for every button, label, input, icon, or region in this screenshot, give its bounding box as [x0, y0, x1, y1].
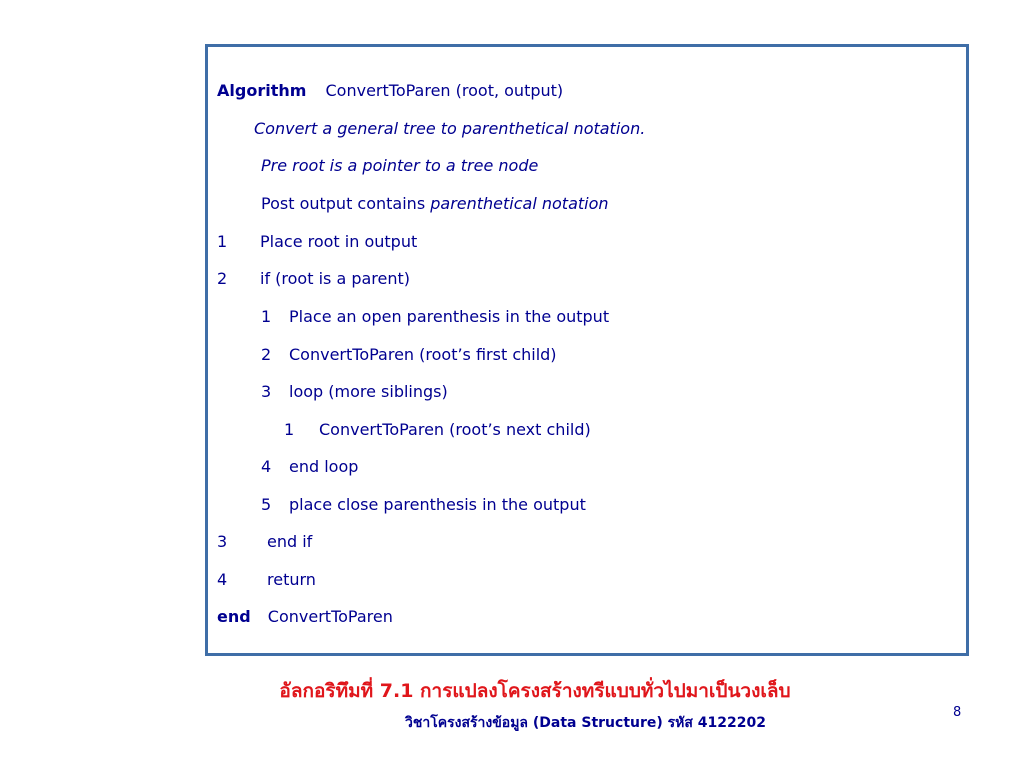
step-number: 3 [261, 382, 272, 401]
course-title: วิชาโครงสร้างข้อมูล (Data Structure) รหัส 4122202 [405, 715, 766, 731]
step-number: 1 [284, 420, 295, 439]
figure-caption: อัลกอริทึมที่ 7.1 การแปลงโครงสร้างทรีแบบทั่วไปมาเป็นวงเล็บ [279, 680, 791, 702]
step-text: end loop [289, 457, 359, 476]
step-text: place close parenthesis in the output [289, 495, 586, 514]
postcondition-italic: parenthetical notation [430, 194, 609, 213]
step-number: 1 [261, 307, 272, 326]
step-number: 1 [217, 232, 228, 251]
step-line [261, 495, 586, 515]
step-line [217, 232, 418, 252]
algorithm-footer [217, 607, 393, 627]
step-number: 3 [217, 532, 228, 551]
step-number: 2 [217, 269, 228, 288]
step-text: end if [267, 532, 313, 551]
step-text: ConvertToParen (root’s first child) [289, 345, 557, 364]
step-number: 4 [217, 570, 228, 589]
algorithm-description: Convert a general tree to parenthetical notation. [254, 119, 646, 138]
precondition: Pre root is a pointer to a tree node [261, 156, 539, 175]
step-line [261, 307, 610, 327]
algorithm-end-name: ConvertToParen [267, 607, 393, 626]
step-number: 2 [261, 345, 272, 364]
postcondition [261, 194, 609, 214]
page-number: 8 [953, 705, 962, 720]
step-line [284, 420, 591, 440]
step-text: return [267, 570, 316, 589]
step-line [261, 457, 359, 477]
step-line [217, 269, 411, 289]
step-text: Place root in output [260, 232, 418, 251]
step-line [261, 345, 557, 365]
postcondition-text: Post output contains [261, 194, 431, 213]
step-text: loop (more siblings) [289, 382, 448, 401]
step-text: ConvertToParen (root’s next child) [319, 420, 591, 439]
step-number: 4 [261, 457, 272, 476]
end-keyword: end [217, 607, 251, 626]
step-line [217, 532, 313, 552]
step-text: if (root is a parent) [260, 269, 411, 288]
step-line [217, 570, 316, 590]
algorithm-header [217, 81, 563, 101]
step-number: 5 [261, 495, 272, 514]
step-text: Place an open parenthesis in the output [289, 307, 610, 326]
algorithm-signature: ConvertToParen (root, output) [325, 81, 564, 100]
algorithm-keyword: Algorithm [217, 81, 307, 100]
step-line [261, 382, 448, 402]
